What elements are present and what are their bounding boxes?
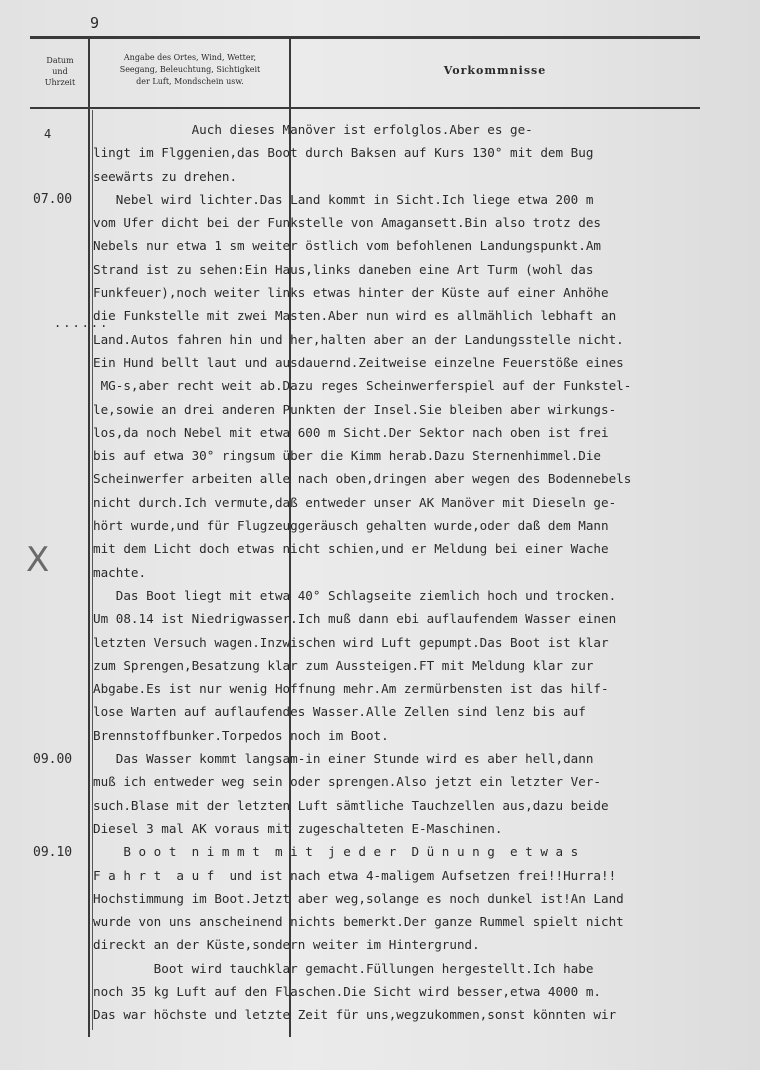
time-entry: 09.00 (33, 752, 73, 767)
text-line: vom Ufer dicht bei der Funkstelle von Amagansett.Bin also trotz des (93, 215, 601, 231)
text-line: Funkfeuer),noch weiter links etwas hinter der Küste auf einer Anhöhe (93, 285, 609, 301)
page-number: 9 (90, 14, 100, 32)
text-line: zum Sprengen,Besatzung klar zum Aussteigen.FT mit Meldung klar zur (93, 657, 594, 673)
text-line: machte. (93, 564, 147, 580)
text-line: Ein Hund bellt laut und ausdauernd.Zeitweise einzelne Feuerstöße eines (93, 354, 624, 370)
text-line: Um 08.14 ist Niedrigwasser.Ich muß dann ebi auflaufendem Wasser einen (93, 611, 617, 627)
text-line: noch 35 kg Luft auf den Flaschen.Die Sicht wird besser,etwa 4000 m. (93, 983, 601, 999)
header-rule (30, 107, 700, 109)
text-line: los,da noch Nebel mit etwa 600 m Sicht.Der Sektor nach oben ist frei (93, 424, 609, 440)
header-location-line-3: der Luft, Mondschein usw. (136, 77, 244, 86)
text-line: F a h r t a u f und ist nach etwa 4-maligem Aufsetzen frei!!Hurra!! (93, 867, 617, 883)
text-line: Das Wasser kommt langsam-in einer Stunde wird es aber hell,dann (93, 751, 594, 767)
text-line: Diesel 3 mal AK voraus mit zugeschalteten E-Maschinen. (93, 820, 503, 836)
time-entry: 07.00 (33, 192, 73, 207)
header-location-weather (94, 52, 286, 88)
text-line: direckt an der Küste,sondern weiter im Hintergrund. (93, 937, 480, 953)
text-line: Boot wird tauchklar gemacht.Füllungen hergestellt.Ich habe (93, 960, 594, 976)
log-entry-text (93, 118, 743, 1027)
text-line: MG-s,aber recht weit ab.Dazu reges Scheinwerferspiel auf der Funkstel- (93, 378, 632, 394)
text-line: Das war höchste und letzte Zeit für uns,wegzukommen,sonst könnten wir (93, 1007, 617, 1023)
text-line: nicht durch.Ich vermute,daß entweder unser AK Manöver mit Dieseln ge- (93, 494, 617, 510)
header-date-line-3: Uhrzeit (44, 78, 76, 87)
text-line: Scheinwerfer arbeiten alle nach oben,dringen aber wegen des Bodennebels (93, 471, 632, 487)
text-line: bis auf etwa 30° ringsum über die Kimm herab.Dazu Sternenhimmel.Die (93, 448, 601, 464)
header-location-line-1: Angabe des Ortes, Wind, Wetter, (123, 53, 257, 62)
text-line: Hochstimmung im Boot.Jetzt aber weg,solange es noch dunkel ist!An Land (93, 890, 624, 906)
text-line: hört wurde,und für Flugzeuggeräusch gehalten wurde,oder daß dem Mann (93, 518, 609, 534)
header-date-line-2: und (52, 67, 68, 76)
text-line: Nebels nur etwa 1 sm weiter östlich vom befohlenen Landungspunkt.Am (93, 238, 601, 254)
text-line: Nebel wird lichter.Das Land kommt in Sicht.Ich liege etwa 200 m (93, 191, 594, 207)
text-line: seewärts zu drehen. (93, 168, 238, 184)
margin-mark-four: 4 (44, 127, 52, 141)
text-line: Das Boot liegt mit etwa 40° Schlagseite ziemlich hoch und trocken. (93, 587, 617, 603)
text-line: such.Blase mit der letzten Luft sämtliche Tauchzellen aus,dazu beide (93, 797, 609, 813)
column-divider-1 (88, 37, 90, 1037)
text-line: lingt im Flggenien,das Boot durch Baksen auf Kurs 130° mit dem Bug (93, 145, 594, 161)
text-line: B o o t n i m m t m i t j e d e r D ü n u n g e t w a s (93, 844, 579, 860)
text-line: wurde von uns anscheinend nichts bemerkt.Der ganze Rummel spielt nicht (93, 914, 624, 930)
text-line: Strand ist zu sehen:Ein Haus,links daneben eine Art Turm (wohl das (93, 261, 594, 277)
text-line: Land.Autos fahren hin und her,halten aber an der Landungsstelle nicht. (93, 331, 624, 347)
header-date-line-1: Datum (46, 56, 74, 65)
text-line: Auch dieses Manöver ist erfolglos.Aber es ge- (93, 122, 533, 137)
header-location-line-2: Seegang, Beleuchtung, Sichtigkeit (119, 65, 261, 74)
header-events: Vorkommnisse (443, 64, 547, 77)
text-line: le,sowie an drei anderen Punkten der Insel.Sie bleiben aber wirkungs- (93, 401, 617, 417)
text-line: mit dem Licht doch etwas nicht schien,und er Meldung bei einer Wache (93, 541, 609, 557)
text-line: letzten Versuch wagen.Inzwischen wird Luft gepumpt.Das Boot ist klar (93, 634, 609, 650)
top-rule (30, 36, 700, 39)
margin-x-mark: X (26, 540, 50, 580)
text-line: die Funkstelle mit zwei Masten.Aber nun wird es allmählich lebhaft an (93, 308, 617, 324)
text-line: Brennstoffbunker.Torpedos noch im Boot. (93, 727, 389, 743)
text-line: lose Warten auf auflaufendes Wasser.Alle Zellen sind lenz bis auf (93, 704, 586, 720)
header-date-time (32, 55, 88, 88)
text-line: muß ich entweder weg sein oder sprengen.Also jetzt ein letzter Ver- (93, 774, 601, 790)
time-entry: 09.10 (33, 845, 73, 860)
margin-dots: ...... (54, 316, 110, 330)
text-line: Abgabe.Es ist nur wenig Hoffnung mehr.Am zermürbensten ist das hilf- (93, 681, 609, 697)
